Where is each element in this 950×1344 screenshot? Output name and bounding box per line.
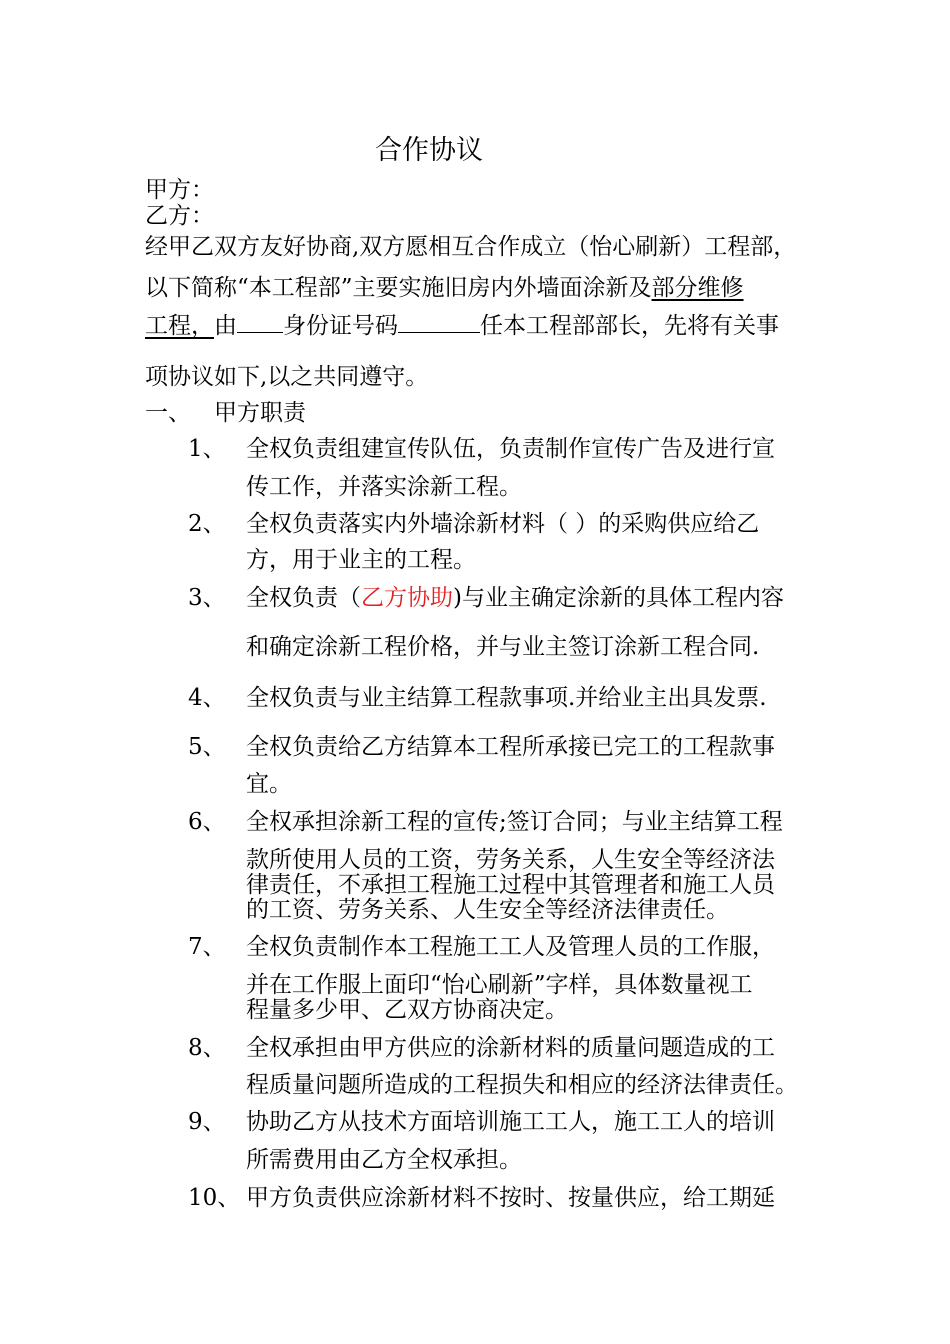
item-5-line-2: 宜。 — [246, 771, 292, 797]
item-10-line-1: 甲方负责供应涂新材料不按时、按量供应，给工期延 — [246, 1185, 775, 1211]
party-a-label: 甲方： — [145, 177, 214, 203]
item-3-number: 3、 — [188, 585, 226, 611]
section-1-number: 一、 — [145, 400, 191, 426]
item-7-number: 7、 — [188, 934, 226, 960]
item-4-line-1: 全权负责与业主结算工程款事项.并给业主出具发票. — [246, 685, 767, 711]
item-5-number: 5、 — [188, 734, 226, 760]
intro-by-text: 由 — [214, 313, 237, 339]
item-10-number: 10、 — [188, 1185, 241, 1211]
item-3-text-b: )与业主确定涂新的具体工程内容 — [453, 585, 784, 611]
item-7-line-1: 全权负责制作本工程施工工人及管理人员的工作服， — [246, 934, 775, 960]
section-1-heading: 甲方职责 — [214, 400, 306, 426]
item-6-line-1: 全权承担涂新工程的宣传;签订合同；与业主结算工程 — [246, 809, 783, 835]
item-9-line-2: 所需费用由乙方全权承担。 — [246, 1147, 522, 1173]
intro-underlined-project: 工程， — [145, 313, 214, 339]
item-1-line-1: 全权负责组建宣传队伍，负责制作宣传广告及进行宣 — [246, 436, 775, 462]
item-1-line-2: 传工作，并落实涂新工程。 — [246, 474, 522, 500]
item-6-line-4: 的工资、劳务关系、人生安全等经济法律责任。 — [246, 897, 729, 923]
item-8-line-2: 程质量问题所造成的工程损失和相应的经济法律责任。 — [246, 1072, 798, 1098]
name-blank — [237, 312, 283, 333]
item-6-number: 6、 — [188, 809, 226, 835]
item-2-line-1: 全权负责落实内外墙涂新材料（ ）的采购供应给乙 — [246, 511, 760, 537]
item-1-number: 1、 — [188, 436, 226, 462]
item-2-line-2: 方，用于业主的工程。 — [246, 547, 476, 573]
party-b-label: 乙方： — [145, 203, 214, 229]
id-number-blank — [398, 312, 480, 333]
intro-line-2 — [145, 275, 744, 301]
item-3-red-note: 乙方协助 — [361, 585, 453, 611]
item-9-line-1: 协助乙方从技术方面培训施工工人，施工工人的培训 — [246, 1109, 775, 1135]
item-3-line-2: 和确定涂新工程价格，并与业主签订涂新工程合同. — [246, 634, 760, 660]
intro-line-2-text: 以下简称“本工程部”主要实施旧房内外墙面涂新及 — [145, 275, 652, 301]
item-6-line-2: 款所使用人员的工资，劳务关系，人生安全等经济法 — [246, 847, 775, 873]
intro-line-1: 经甲乙双方友好协商,双方愿相互合作成立（怡心刷新）工程部， — [145, 234, 797, 260]
item-3-line-1 — [246, 585, 784, 611]
item-5-line-1: 全权负责给乙方结算本工程所承接已完工的工程款事 — [246, 734, 775, 760]
item-4-number: 4、 — [188, 685, 226, 711]
intro-id-text: 身份证号码 — [283, 313, 398, 339]
item-6-line-3: 律责任，不承担工程施工过程中其管理者和施工人员 — [246, 872, 775, 898]
item-3-text-a: 全权负责（ — [246, 585, 361, 611]
item-2-number: 2、 — [188, 511, 226, 537]
item-8-number: 8、 — [188, 1035, 226, 1061]
item-7-line-3: 程量多少甲、乙双方协商决定。 — [246, 997, 568, 1023]
intro-underlined-scope: 部分维修 — [651, 275, 744, 301]
item-7-line-2: 并在工作服上面印“怡心刷新”字样，具体数量视工 — [246, 972, 753, 998]
item-8-line-1: 全权承担由甲方供应的涂新材料的质量问题造成的工 — [246, 1035, 775, 1061]
intro-line-4: 项协议如下,以之共同遵守。 — [145, 364, 429, 390]
document-title: 合作协议 — [375, 135, 483, 166]
intro-role-text: 任本工程部部长，先将有关事 — [480, 313, 779, 339]
item-9-number: 9、 — [188, 1109, 226, 1135]
intro-line-3 — [145, 312, 779, 339]
